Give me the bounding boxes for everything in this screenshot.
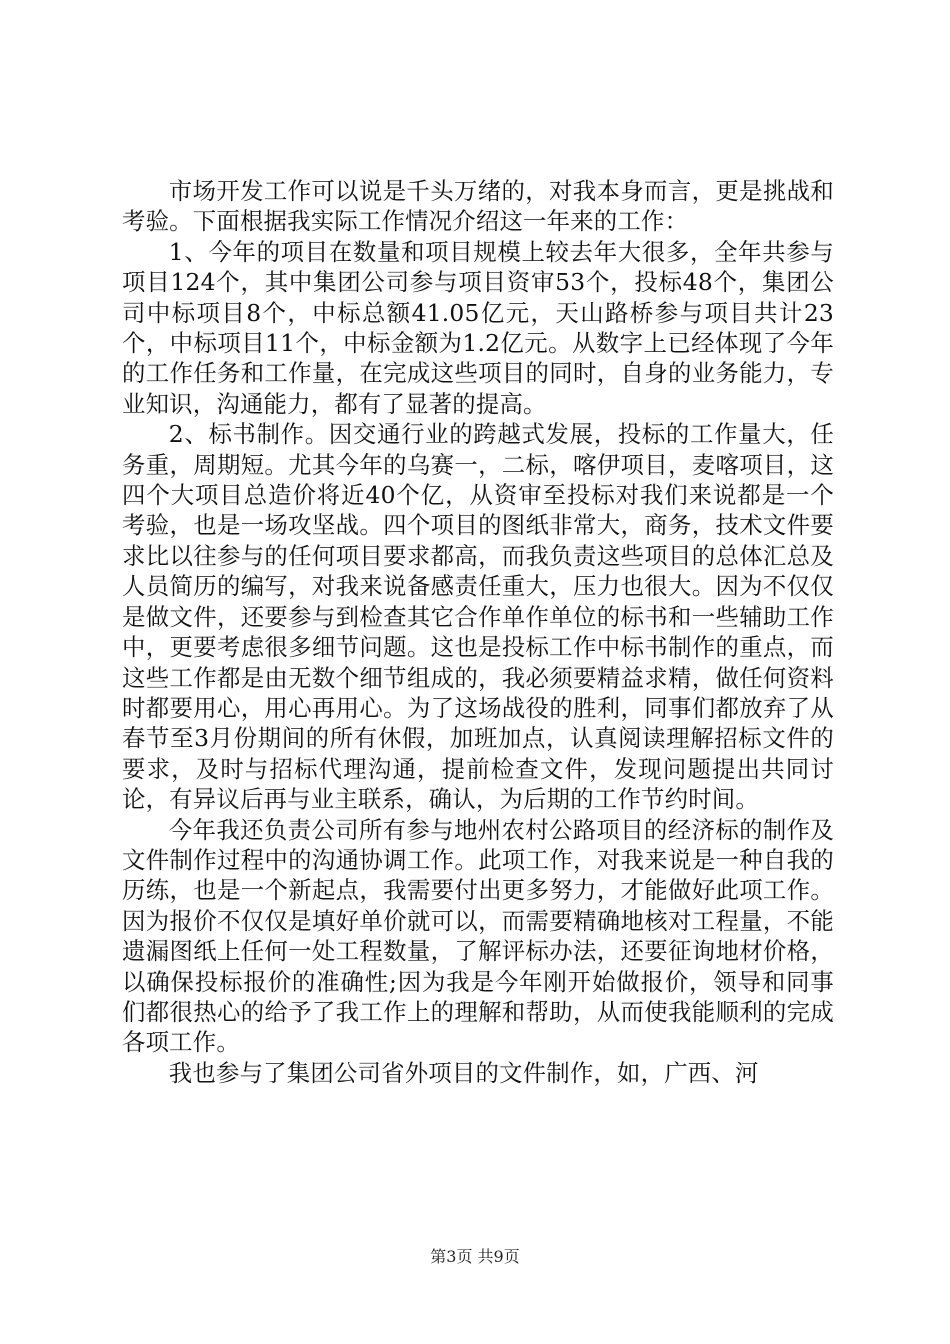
body-text [122,176,834,1088]
paragraph-out-of-province: 我也参与了集团公司省外项目的文件制作，如，广西、河 [168,1058,759,1087]
paragraph-bid-documents: 2、标书制作。因交通行业的跨越式发展，投标的工作量大，任务重，周期短。尤其今年的乌赛一，二标，喀伊项目，麦喀项目，这四个大项目总造价将近40个亿，从资审至投标对我们来说都是一个考验，也是一场攻坚战。四个项目的图纸非常大，商务，技术文件要求比以往参与的任何项目要求都高，而我负责这些项目的总体汇总及人员简历的编写，对我来说备感责任重大，压力也很大。因为不仅仅是做文件，还要参与到检查其它合作单作单位的标书和一些辅助工作中，更要考虑很多细节问题。这也是投标工作中标书制作的重点，而这些工作都是由无数个细节组成的，我必须要精益求精，做任何资料时都要用心，用心再用心。为了这场战役的胜利，同事们都放弃了从春节至3月份期间的所有休假，加班加点，认真阅读理解招标文件的要求，及时与招标代理沟通，提前检查文件，发现问题提出共同讨论，有异议后再与业主联系，确认，为后期的工作节约时间。 [122,420,834,814]
paragraph-rural-roads: 今年我还负责公司所有参与地州农村公路项目的经济标的制作及文件制作过程中的沟通协调工作。此项工作，对我来说是一种自我的历练，也是一个新起点，我需要付出更多努力，才能做好此项工作。因为报价不仅仅是填好单价就可以，而需要精确地核对工程量，不能遗漏图纸上任何一处工程数量，了解评标办法，还要征询地材价格，以确保投标报价的准确性;因为我是今年刚开始做报价，领导和同事们都很热心的给予了我工作上的理解和帮助，从而使我能顺利的完成各项工作。 [122,815,834,1057]
paragraph-intro: 市场开发工作可以说是千头万绪的，对我本身而言，更是挑战和考验。下面根据我实际工作情况介绍这一年来的工作： [122,177,834,236]
page-footer: 第3页 共9页 [430,1247,520,1266]
paragraph-projects: 1、今年的项目在数量和项目规模上较去年大很多，全年共参与项目124个，其中集团公司参与项目资审53个，投标48个，集团公司中标项目8个，中标总额41.05亿元，天山路桥参与项目共计23个，中标项目11个，中标金额为1.2亿元。从数字上已经体现了今年的工作任务和工作量，在完成这些项目的同时，自身的业务能力，专业知识，沟通能力，都有了显著的提高。 [122,237,834,418]
